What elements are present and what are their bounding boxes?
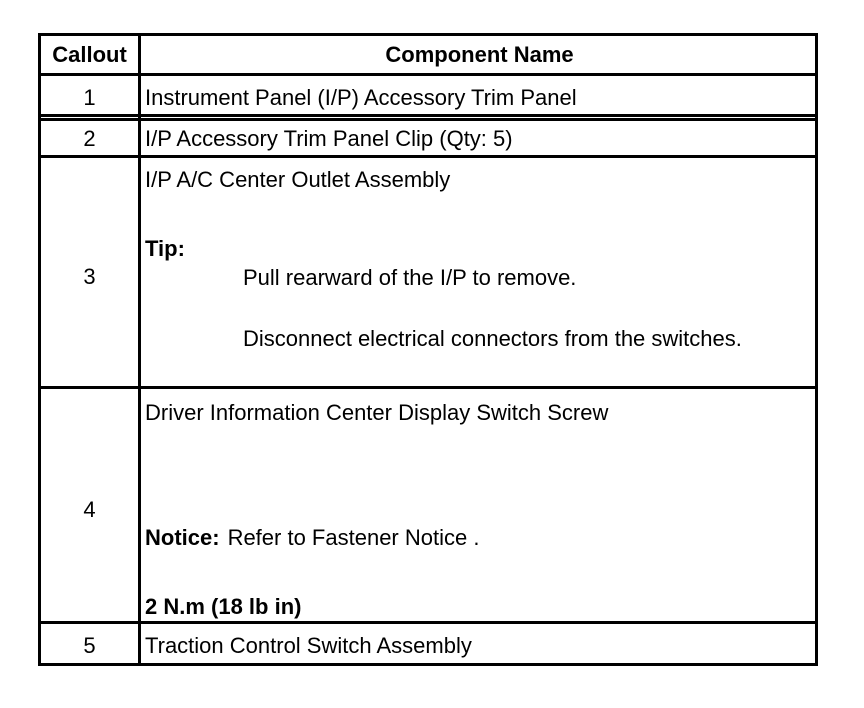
row-divider	[41, 118, 815, 121]
component-table	[38, 33, 818, 666]
header-callout: Callout	[52, 42, 127, 67]
column-divider	[138, 36, 141, 663]
row-1-name: Instrument Panel (I/P) Accessory Trim Panel	[145, 85, 577, 110]
row-4-notice	[145, 525, 479, 551]
row-divider	[41, 73, 815, 76]
row-1-callout: 1	[83, 85, 96, 110]
row-5-name: Traction Control Switch Assembly	[145, 633, 472, 658]
row-2-callout: 2	[83, 126, 96, 151]
row-divider	[41, 621, 815, 624]
row-divider	[41, 155, 815, 158]
row-2-name: I/P Accessory Trim Panel Clip (Qty: 5)	[145, 126, 513, 151]
row-4-name: Driver Information Center Display Switch Screw	[145, 400, 609, 425]
row-3-tip-line-1: Pull rearward of the I/P to remove.	[243, 265, 577, 290]
row-5-callout: 5	[83, 633, 96, 658]
row-4-callout: 4	[83, 497, 96, 522]
row-3-tip-line-2: Disconnect electrical connectors from the switches.	[243, 326, 742, 351]
row-divider	[41, 386, 815, 389]
row-divider	[41, 114, 815, 117]
row-3-tip-label: Tip:	[145, 236, 185, 261]
row-4-notice-label: Notice:	[145, 525, 220, 550]
row-3-name: I/P A/C Center Outlet Assembly	[145, 167, 451, 192]
header-component-name: Component Name	[385, 42, 574, 67]
row-4-notice-text: Refer to Fastener Notice .	[227, 525, 480, 550]
row-4-torque: 2 N.m (18 lb in)	[145, 594, 302, 619]
row-3-callout: 3	[83, 264, 96, 289]
